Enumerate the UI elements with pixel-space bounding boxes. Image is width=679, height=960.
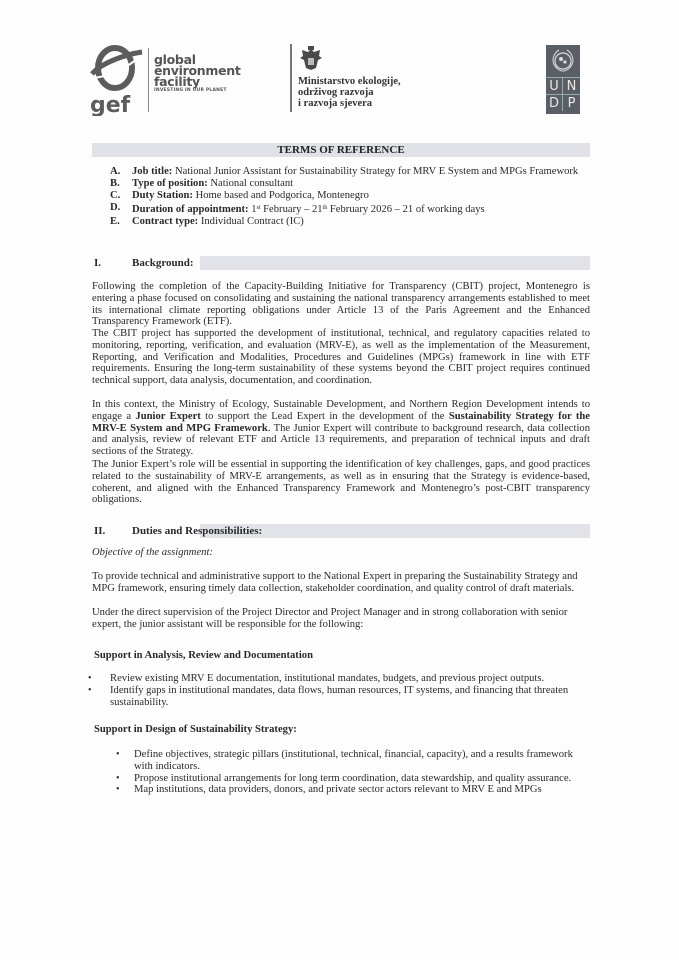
undp-letter-p: P [563,94,580,111]
bullet-icon: • [88,684,92,696]
undp-letter-d: D [546,94,563,111]
field-label: Duty Station: [132,190,193,201]
analysis-list [88,673,590,708]
gef-globe-icon [88,44,144,116]
gef-wordmark [154,54,241,94]
position-info-duration [110,202,590,216]
field-value: National consultant [210,178,294,189]
objective-heading: Objective of the assignment: [92,547,213,558]
list-item [116,749,592,773]
position-info-duty-station [110,190,590,202]
background-paragraph-2: The CBIT project has supported the development of institutional, technical, and regulatory capacities related to monitoring, reporting, verification, and evaluation (MRV-E), as well as the implementation of the Measurement, Reporting, and Verification and Modalities, Procedures and Guidelines (MPGs) framework in line with ETF requirements. Ensuring the long-term sustainability of these systems beyond the CBIT project requires continued technical support, data analysis, documentation, and coordination. [92,328,590,387]
bullet-icon: • [116,784,120,796]
bullet-icon: • [116,749,120,760]
gef-tagline: INVESTING IN OUR PLANET [154,88,227,93]
objective-text: To provide technical and administrative support to the National Expert in preparing the Sustainability Strategy and MPG framework, ensuring timely data collection, stakeholder coordination, and quality control of draft materials. [92,571,578,594]
position-info-job-title [110,166,590,178]
field-label: Type of position: [132,178,208,189]
paragraph-text: to support the Lead Expert in the development of the [200,410,449,422]
emphasis-junior-expert: Junior Expert [135,410,201,422]
undp-letters [546,77,580,111]
field-value: February 2026 – 21 of working days [327,204,485,215]
field-value: National Junior Assistant for Sustainability Strategy for MRV E System and MPGs Framework [174,166,579,177]
section-number: II. [94,525,106,537]
gef-line-environment: environment [154,63,241,78]
bullet-icon: • [116,772,120,784]
ministry-line-2: održivog razvoja [298,87,374,98]
design-subheading: Support in Design of Sustainability Strategy: [94,724,297,735]
field-value: 1 [251,204,257,215]
emphasis-strategy-name: Sustainability Strategy for the MRV-E System and MPG Framework [92,410,590,434]
gef-line-facility: facility [154,74,200,89]
heading-shade [200,256,590,270]
field-value: February – 21 [260,204,323,215]
ordinal-suffix: st [256,205,261,211]
field-label: Duration of appointment: [132,204,249,215]
ministry-name [298,76,401,109]
list-item [88,673,590,685]
section-duties-heading [92,524,590,538]
section-label: Background: [132,257,194,269]
list-item [116,784,592,796]
ministry-logo [290,44,440,118]
list-letter: E. [110,216,120,227]
design-list [116,749,592,796]
list-item-text: Map institutions, data providers, donors, and private sector actors relevant to MRV E and MPGs [134,784,542,796]
gef-logo [88,44,241,118]
undp-logo [546,45,580,114]
svg-text:gef: gef [90,93,131,116]
position-info-list [110,166,590,228]
list-letter: B. [110,178,120,189]
supervision-text: Under the direct supervision of the Project Director and Project Manager and in strong collaboration with senior expert, the junior assistant will be responsible for the following: [92,607,568,630]
ministry-line-3: i razvoja sjevera [298,98,373,109]
list-item-text: Identify gaps in institutional mandates, data flows, human resources, IT systems, and financing that threaten sustainability. [110,684,569,708]
section-label: Duties and Responsibilities: [132,525,263,537]
paragraph-text: In this context, the Ministry of Ecology, Sustainable Development, and Northern Region Development intends to engage a [92,399,590,422]
gef-divider [148,48,149,112]
section-number: I. [94,257,102,269]
un-emblem-icon [550,49,576,73]
position-info-contract-type [110,216,590,228]
undp-letter-u: U [546,77,563,94]
background-paragraph-3 [92,399,590,458]
undp-letter-n: N [563,77,580,94]
ministry-line-1: Ministarstvo ekologije, [298,76,401,87]
position-info-type [110,178,590,190]
ordinal-suffix: th [322,205,328,211]
coat-of-arms-icon [298,46,324,72]
field-label: Job title: [132,166,173,177]
list-letter: A. [110,166,121,177]
title-bar [92,143,590,157]
bullet-icon: • [88,673,92,684]
background-paragraph-4: The Junior Expert’s role will be essential in supporting the identification of key challenges, gaps, and good practices related to the sustainability of MRV-E arrangements, as well as in ensuring that the Strategy is evidence-based, coherent, and aligned with the Enhanced Transparency Framework and Montenegro’s post-CBIT transparency obligations. [92,459,590,506]
list-item-text: Define objectives, strategic pillars (institutional, technical, financial, capacity), and a results framework with indicators. [134,749,573,772]
background-paragraph-1: Following the completion of the Capacity-Building Initiative for Transparency (CBIT) project, Montenegro is entering a phase focused on consolidating and sustaining the national transparency arrangements established to meet its international climate reporting obligations under Article 13 of the Paris Agreement and the Enhanced Transparency Framework (ETF). [92,281,590,328]
document-title: TERMS OF REFERENCE [277,144,405,156]
field-value: Individual Contract (IC) [200,216,304,227]
gef-line-global: global [154,52,196,67]
list-item-text: Review existing MRV E documentation, institutional mandates, budgets, and previous project outputs. [110,673,545,684]
analysis-subheading: Support in Analysis, Review and Documentation [94,650,313,661]
field-label: Contract type: [132,216,199,227]
list-item [116,773,592,785]
paragraph-text: . The Junior Expert will contribute to background research, data collection and analysis, review of relevant ETF and Article 13 requirements, and preparation of technical inputs and draft sections of the Strategy. [92,422,590,458]
ministry-divider [290,44,292,112]
field-value: Home based and Podgorica, Montenegro [195,190,369,201]
list-letter: C. [110,190,121,201]
section-background-heading [92,256,590,270]
list-item-text: Propose institutional arrangements for long term coordination, data stewardship, and quality assurance. [134,772,572,784]
list-letter: D. [110,202,121,213]
list-item [88,685,590,709]
